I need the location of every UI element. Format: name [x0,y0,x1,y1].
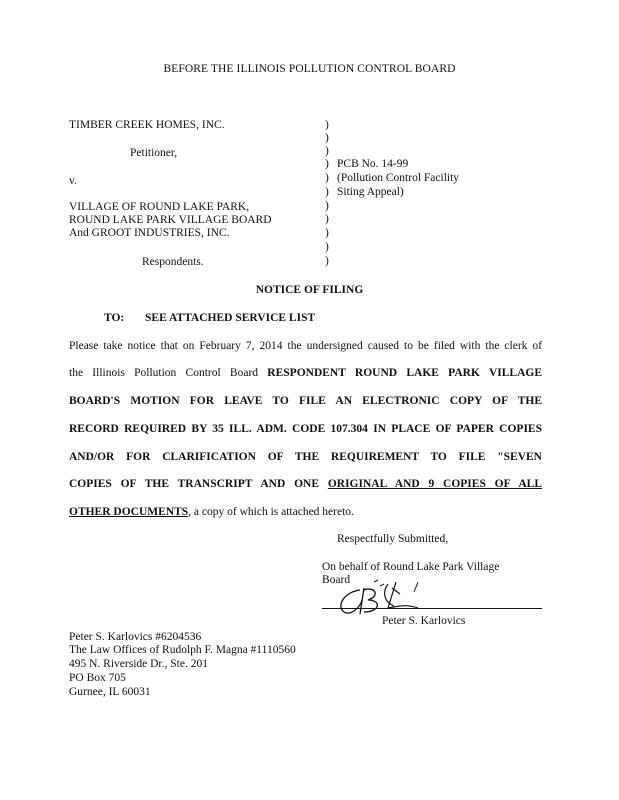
respondent-line-2: ROUND LAKE PARK VILLAGE BOARD [69,214,272,226]
caption-paren: ) [325,158,329,170]
document-title: BEFORE THE ILLINOIS POLLUTION CONTROL BOARD [163,63,456,75]
contact-line-1: Peter S. Karlovics #6204536 [69,631,202,643]
respondent-role: Respondents. [142,256,204,268]
caption-paren: ) [325,200,329,212]
notice-body-underlined: OTHER DOCUMENTS [69,506,189,518]
respondent-line-1: VILLAGE OF ROUND LAKE PARK, [69,201,250,213]
contact-line-2: The Law Offices of Rudolph F. Magna #1110560 [69,644,296,656]
behalf-line-2: Board [322,574,351,586]
caption-paren: ) [325,132,329,144]
caption-paren: ) [325,255,329,267]
notice-body-line-7 [69,505,354,519]
caption-paren: ) [325,213,329,225]
notice-body-plain: , a copy of which is attached hereto. [188,506,354,518]
contact-line-5: Gurnee, IL 60031 [69,686,151,698]
caption-paren: ) [325,172,329,184]
petitioner-name: TIMBER CREEK HOMES, INC. [69,119,225,131]
notice-body-line-4: RECORD REQUIRED BY 35 ILL. ADM. CODE 107.304 IN PLACE OF PAPER COPIES [69,423,542,435]
caption-paren: ) [325,241,329,253]
notice-body-bold: COPIES OF THE TRANSCRIPT AND ONE [69,478,319,490]
case-description-1: (Pollution Control Facility [337,172,460,184]
behalf-line-1: On behalf of Round Lake Park Village [322,561,500,573]
signature-line [322,608,542,609]
notice-body-line-1: Please take notice that on February 7, 2014 the undersigned caused to be filed with the clerk of [69,340,542,352]
to-value: SEE ATTACHED SERVICE LIST [145,312,316,324]
contact-line-3: 495 N. Riverside Dr., Ste. 201 [69,658,208,670]
signer-name: Peter S. Karlovics [382,615,466,627]
caption-paren: ) [325,119,329,131]
petitioner-role: Petitioner, [130,147,178,159]
contact-line-4: PO Box 705 [69,672,126,684]
notice-body-underlined: ORIGINAL AND 9 COPIES OF ALL [327,478,543,490]
caption-paren: ) [325,227,329,239]
notice-body-plain: the Illinois Pollution Control Board [69,367,259,379]
notice-body-line-5: AND/OR FOR CLARIFICATION OF THE REQUIREMENT TO FILE "SEVEN [69,451,542,463]
caption-paren: ) [325,145,329,157]
notice-body-line-3: BOARD'S MOTION FOR LEAVE TO FILE AN ELECTRONIC COPY OF THE [69,395,542,407]
notice-body-line-2 [69,366,542,380]
notice-heading: NOTICE OF FILING [255,284,364,296]
closing-text: Respectfully Submitted, [337,533,449,545]
notice-body-line-6 [69,477,542,491]
case-number: PCB No. 14-99 [337,158,409,170]
versus-label: v. [69,175,77,187]
caption-paren: ) [325,186,329,198]
respondent-line-3: And GROOT INDUSTRIES, INC. [69,227,230,239]
to-label: TO: [104,312,125,324]
notice-body-bold: RESPONDENT ROUND LAKE PARK VILLAGE [267,367,542,379]
case-description-2: Siting Appeal) [337,186,404,198]
